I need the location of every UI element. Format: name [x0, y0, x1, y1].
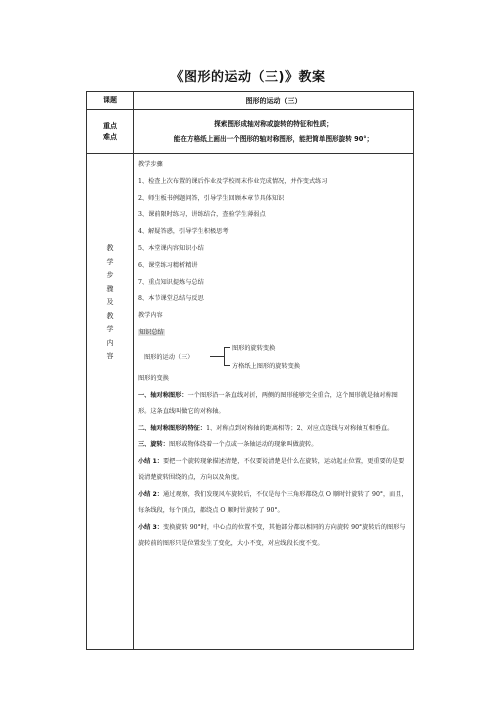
- content-label-char: 内: [106, 338, 114, 347]
- diagram-branch-line: [224, 365, 230, 366]
- paragraph-separator: ：: [156, 457, 164, 465]
- content-cell: [134, 154, 414, 650]
- paragraph-text: 要把一个旋转现象描述清楚，不仅要说清楚是什么在旋转，运动起止位置，更重要的是要说清楚旋转围绕的点，方向以及角度。: [138, 457, 405, 482]
- step-item: 7、重点知识提炼与总结: [138, 278, 204, 286]
- diagram-bracket: [224, 347, 225, 365]
- diagram-connector: [210, 356, 224, 357]
- paragraph-term: 三、旋转: [138, 441, 163, 449]
- content-label-char: 教: [106, 244, 114, 252]
- content-label-char: 教: [106, 311, 114, 320]
- step-item: 8、本节课堂总结与反思: [138, 295, 204, 303]
- content-paragraph: [138, 520, 409, 553]
- knowledge-summary-row: [138, 325, 409, 342]
- step-item: 1、检查上次布置的课后作业及学校周末作业完成情况，并作变式练习: [138, 177, 328, 185]
- paragraph-term: 小结 1: [138, 457, 157, 465]
- content-label-char: 学: [106, 257, 114, 266]
- content-label-char: 学: [106, 325, 114, 333]
- step-item: 4、解疑答惑，引导学生积极思考: [138, 228, 229, 236]
- content-paragraph: [138, 487, 409, 520]
- diagram-root: 图形的运动（三）: [144, 353, 194, 361]
- diagram-branch: 方格纸上图形的旋转变换: [232, 362, 301, 370]
- content-label-char: 骤: [106, 284, 114, 293]
- paragraph-term: 二、轴对称图形的特征: [138, 424, 200, 432]
- step-item: 6、课堂练习精析精讲: [138, 261, 198, 269]
- paragraph-separator: ：: [156, 523, 164, 531]
- paragraph-term: 小结 3: [138, 523, 157, 531]
- keypoints-row: [87, 110, 414, 154]
- content-paragraph: [138, 454, 409, 487]
- paragraph-separator: ：: [162, 441, 169, 449]
- knowledge-summary-label: 知识总结: [139, 328, 164, 336]
- paragraph-text: 一个图形沿一条直线对折，两侧的图形能够完全重合，这个图形就是轴对称图形。这条直线叫做它的对称轴。: [138, 391, 398, 416]
- lesson-plan-table: [86, 91, 414, 650]
- content-label: [87, 154, 134, 650]
- paragraph-separator: ：: [156, 490, 164, 498]
- diagram-branch-line: [224, 347, 230, 348]
- paragraph-term: 小结 2: [138, 490, 157, 498]
- content-paragraph: [138, 421, 409, 438]
- step-item: 2、师生板书例题问答，引导学生回顾本章节具体知识: [138, 194, 285, 202]
- keypoints-cell: [134, 110, 414, 154]
- content-paragraph: [138, 388, 409, 421]
- steps-heading: 教学步骤: [138, 161, 163, 168]
- paragraph-separator: ：: [181, 391, 188, 399]
- paragraph-text: 变换旋转 90°时，中心点的位置不变，其他部分都以相同的方向旋转 90°旋转后的图形与旋转前的图形只是位置发生了变化，大小不变，对应线段长度不变。: [138, 523, 406, 548]
- step-item: 3、课前限时练习，讲练结合，查验学生薄弱点: [138, 211, 266, 219]
- keypoints-label-line: 重点: [103, 121, 117, 130]
- keypoint-line: 能在方格纸上画出一个图形的轴对称图形，能把简单图形旋转 90°；: [173, 134, 374, 143]
- keypoint-line: 探索图形成轴对称或旋转的特征和性质；: [214, 119, 333, 128]
- content-label-char: 容: [106, 352, 114, 360]
- diagram-branch: 图形的旋转变换: [232, 344, 276, 352]
- concept-diagram: [138, 343, 409, 369]
- content-label-char: 步: [106, 271, 114, 279]
- content-row: [87, 154, 414, 650]
- paragraph-separator: ：: [199, 424, 207, 432]
- paragraph-term: 一、轴对称图形: [138, 391, 182, 399]
- paragraph-text: 通过观察，我们发现风车旋转后，不仅是每个三角形都绕点 O 顺时针旋转了 90°，而且，每条线段，每个顶点，都绕点 O 顺时针旋转了 90°。: [138, 490, 408, 515]
- topic-row: [87, 92, 414, 110]
- paragraph-text: 图形或物体绕着一个点或一条轴运动的现象叫做旋转。: [168, 441, 318, 449]
- keypoints-label-line: 难点: [103, 132, 117, 141]
- page-title: 《图形的运动（三)》教案: [170, 70, 326, 85]
- content-label-char: 及: [106, 298, 114, 306]
- topic-value: 图形的运动（三）: [134, 92, 414, 110]
- transform-heading: 图形的变换: [138, 374, 169, 382]
- keypoints-label: [87, 110, 134, 154]
- step-item: 5、本堂课内容知识小结: [138, 244, 204, 252]
- topic-label: 课题: [87, 92, 134, 110]
- content-paragraph: [138, 437, 409, 454]
- content-heading: 教学内容: [138, 312, 163, 320]
- paragraph-text: 1、对称点到对称轴的距离相等；2、对应点连线与对称轴互相垂直。: [206, 424, 394, 432]
